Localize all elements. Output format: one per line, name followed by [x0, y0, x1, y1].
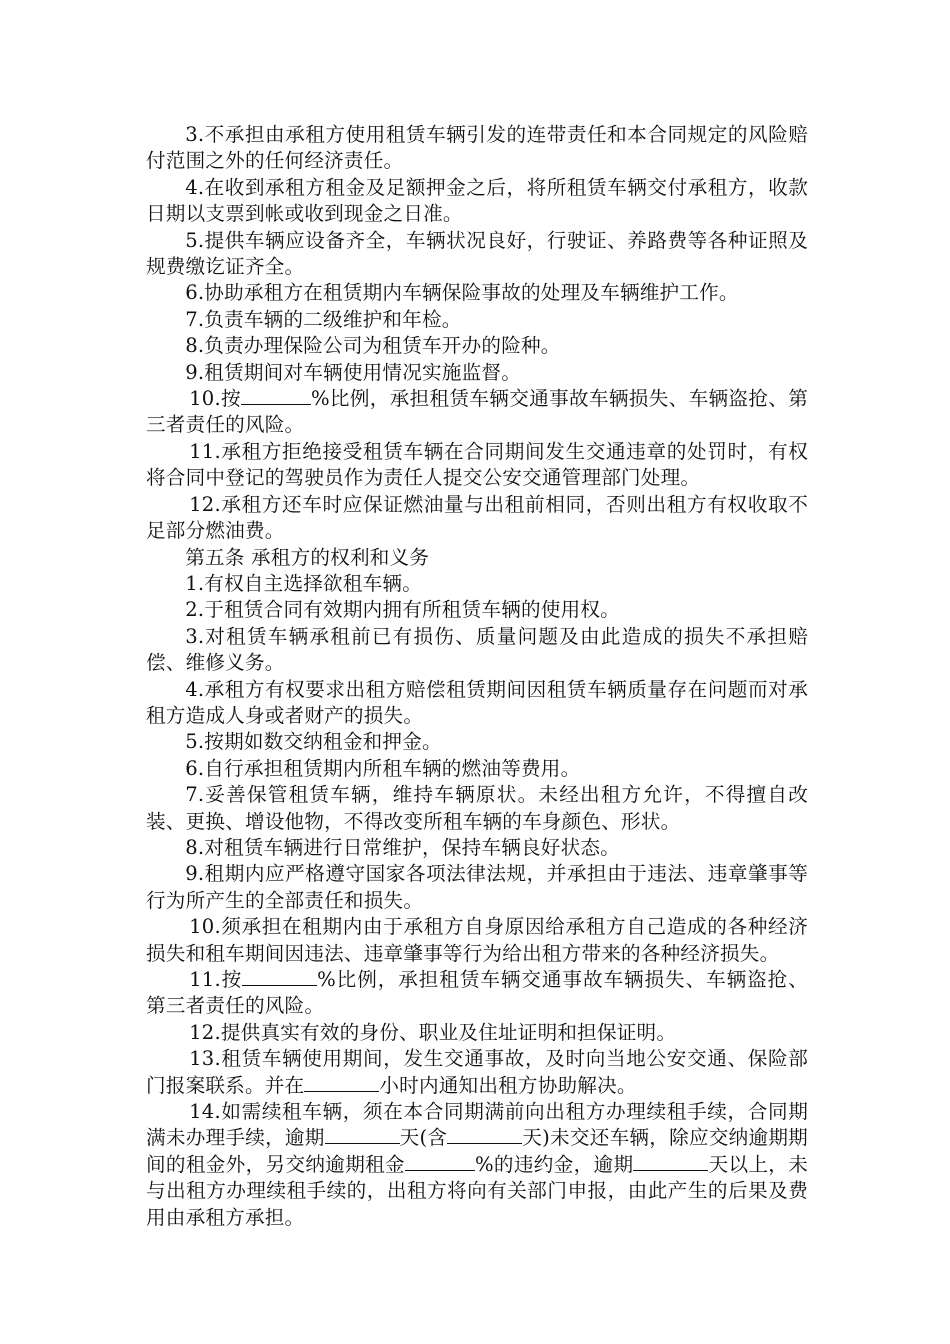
article-5-heading: 第五条 承租方的权利和义务 — [185, 545, 430, 569]
lessee-clause-14-part-3: 天)未交还车辆，除应交纳逾期期间的租金外，另交纳逾期租金 — [146, 1126, 808, 1176]
lessor-clause-8: 8.负责办理保险公司为租赁车开办的险种。 — [185, 334, 561, 358]
percentage-blank — [242, 967, 317, 986]
lessee-clause-13-start: 13.租赁车辆使用期间，发生交通事故，及时向当地公安交通、保险部门报案联系。并在 — [146, 1047, 808, 1097]
lessor-clause-11: 11.承租方拒绝接受租赁车辆在合同期间发生交通违章的处罚时，有权将合同中登记的驾驶员作为责任人提交公安交通管理部门处理。 — [146, 439, 808, 490]
lessee-clause-11-start: 11.按 — [189, 968, 243, 991]
overdue-days-blank — [325, 1125, 400, 1144]
lessor-clause-7: 7.负责车辆的二级维护和年检。 — [185, 307, 462, 331]
lessor-clause-10-start: 10.按 — [189, 387, 241, 411]
lessee-clause-8: 8.对租赁车辆进行日常维护，保持车辆良好状态。 — [185, 835, 620, 859]
percentage-blank — [241, 386, 311, 405]
lessee-clause-1: 1.有权自主选择欲租车辆。 — [185, 571, 423, 595]
lessee-clause-4: 4.承租方有权要求出租方赔偿租赁期间因租赁车辆质量存在问题而对承租方造成人身或者财产的损失。 — [146, 677, 808, 727]
hours-blank — [304, 1073, 379, 1092]
lessor-clause-3: 3.不承担由承租方使用租赁车辆引发的连带责任和本合同规定的风险赔付范围之外的任何经济责任。 — [146, 123, 808, 173]
lessee-clause-7: 7.妥善保管租赁车辆，维持车辆原状。未经出租方允许，不得擅自改装、更换、增设他物，不得改变所租车辆的车身颜色、形状。 — [146, 783, 808, 833]
lessor-clause-10 — [146, 386, 808, 439]
lessee-clause-11 — [146, 967, 808, 1020]
lessor-clause-5: 5.提供车辆应设备齐全，车辆状况良好，行驶证、养路费等各种证照及规费缴讫证齐全。 — [146, 228, 808, 279]
lessee-clause-14-part-2: 天(含 — [399, 1126, 448, 1150]
lessee-clause-2: 2.于租赁合同有效期内拥有所租赁车辆的使用权。 — [185, 598, 620, 622]
lessee-clause-9: 9.租期内应严格遵守国家各项法律法规，并承担由于违法、违章肇事等行为所产生的全部责任和损失。 — [146, 862, 808, 912]
lessee-clause-5: 5.按期如数交纳租金和押金。 — [185, 730, 442, 754]
lessor-clause-6: 6.协助承租方在租赁期内车辆保险事故的处理及车辆维护工作。 — [185, 281, 739, 305]
penalty-percentage-blank — [405, 1152, 475, 1171]
lessor-clause-9: 9.租赁期间对车辆使用情况实施监督。 — [185, 360, 521, 384]
lessor-clause-4: 4.在收到承租方租金及足额押金之后，将所租赁车辆交付承租方，收款日期以支票到帐或收到现金之日准。 — [146, 175, 808, 226]
report-days-blank — [633, 1152, 708, 1171]
lessee-clause-14 — [146, 1099, 808, 1231]
lessee-clause-14-part-4: %的违约金，逾期 — [474, 1152, 634, 1176]
lessee-clause-13 — [146, 1046, 808, 1099]
lessor-clause-10-end: %比例，承担租赁车辆交通事故车辆损失、车辆盗抢、第三者责任的风险。 — [146, 387, 808, 437]
grace-days-blank — [447, 1125, 522, 1144]
lessee-clause-13-end: 小时内通知出租方协助解决。 — [379, 1073, 637, 1097]
lessee-clause-3: 3.对租赁车辆承租前已有损伤、质量问题及由此造成的损失不承担赔偿、维修义务。 — [146, 624, 808, 675]
contract-page — [146, 122, 808, 1231]
lessee-clause-6: 6.自行承担租赁期内所租车辆的燃油等费用。 — [185, 756, 581, 780]
lessee-clause-14-part-1: 14.如需续租车辆，须在本合同期满前向出租方办理续租手续，合同期满未办理手续，逾期 — [146, 1100, 808, 1150]
lessee-clause-12: 12.提供真实有效的身份、职业及住址证明和担保证明。 — [189, 1020, 677, 1044]
lessee-clause-11-end: %比例，承担租赁车辆交通事故车辆损失、车辆盗抢、第三者责任的风险。 — [146, 968, 808, 1018]
lessee-clause-14-part-5: 天以上，未与出租方办理续租手续的，出租方将向有关部门申报，由此产生的后果及费用由承租方承担。 — [146, 1152, 808, 1229]
lessor-clause-12: 12.承租方还车时应保证燃油量与出租前相同，否则出租方有权收取不足部分燃油费。 — [146, 492, 808, 543]
lessee-clause-10: 10.须承担在租期内由于承租方自身原因给承租方自己造成的各种经济损失和租车期间因违法、违章肇事等行为给出租方带来的各种经济损失。 — [146, 915, 808, 965]
